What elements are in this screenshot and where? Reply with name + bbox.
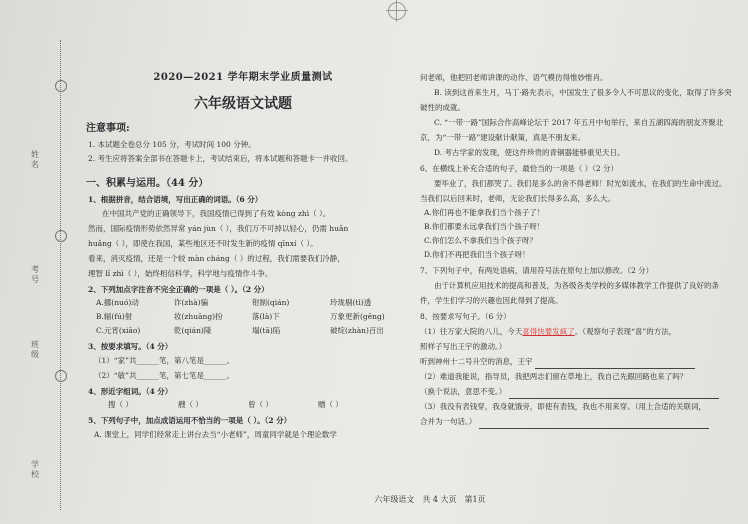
question-8-instruction-3 [420, 414, 732, 429]
notice-item: 1. 本试题全卷总分 105 分，考试时间 100 分钟。 [88, 140, 256, 149]
word-item: 赠（ ） [318, 400, 343, 409]
question-2-option-row [96, 310, 408, 324]
question-7-passage: 由于计算机应用技术的提高和普及，为各级各类学校的多媒体教学工作提供了良好的条件，学生们学习的兴趣也因此得到了提高。 [420, 281, 719, 305]
binding-line [60, 40, 61, 510]
question-5-option-b: B. 读到这首来生月，马丁·路先表示，中国发生了很多令人不可思议的变化，取得了许多突破性的成就。 [420, 88, 732, 112]
binding-label-class: 班级 [31, 340, 39, 359]
question-1-stem: 1、根据拼音，结合语境，写出正确的词语。（6 分） [88, 195, 263, 204]
question-3-line: （1）“家”共______笔，第八笔是______。 [94, 356, 234, 365]
word-item: 曾（ ） [248, 400, 273, 409]
question-2-stem: 2、下列加点字注音不完全正确的一项是（ ）。（2 分） [88, 285, 269, 294]
word-item: 搜（ ） [108, 400, 133, 409]
question-3-stem: 3、按要求填写。（4 分） [88, 342, 173, 351]
question-1-line: huǎng（ ），即使在我国，某些地区还不时发生新的疫情 qīnxí（ ）。 [88, 239, 318, 248]
question-3-line: （2）“敏”共______笔，第七笔是______。 [94, 371, 234, 380]
binding-label-exam-no: 考号 [31, 265, 39, 284]
exam-subtitle: 六年级语文试题 [194, 96, 292, 112]
option-text: 妆(zhuāng)扮 [174, 312, 223, 321]
question-6-option: D.你们不再把我们当个孩子呀！ [424, 250, 530, 259]
option-text: C.元宵(xiāo) [96, 326, 141, 335]
sentence-text: （1）往万家大院的八儿，今天 [420, 327, 523, 336]
question-8-sentence-3: （3）我没有表钱穿，我身就饿旁，即使有表钱，我也不用来穿。（用上合适的关联词， [420, 402, 707, 411]
question-1-line: 然而，国际疫情形势依然异常 yán jùn（ ），我们万不可掉以轻心，仍需 huǎn [88, 224, 349, 233]
notice-heading: 注意事项: [86, 123, 130, 134]
option-text: B.辐(fú)射 [96, 312, 133, 321]
question-8-instruction-2 [420, 384, 732, 399]
option-text: 钳制(qián) [252, 298, 290, 307]
question-5-option-c: C. “一带一路”国际合作高峰论坛于 2017 年五月中旬举行，来自五湖四海的朋友齐聚北京，为“一带一路”建设献计献策，真是不朋友来。 [420, 118, 724, 142]
word-item: 艘（ ） [178, 400, 203, 409]
option-text: 诈(zhà)骗 [174, 298, 209, 307]
prompt-text: （换个说法，意思不变。） [420, 387, 507, 396]
question-4-items [108, 398, 408, 412]
option-text: 乾(qián)隆 [174, 326, 212, 335]
question-1-line: 在中国共产党的正确领导下，我国疫情已得到了有效 kòng zhì（ ）。 [102, 209, 331, 218]
question-8-instruction: 照样子写出王宇的激动。） [420, 342, 507, 351]
question-5-continuation: 问老师，他把回老师讲课的动作、语气模仿得惟妙惟肖。 [420, 73, 608, 82]
option-text: 破绽(zhàn)百出 [330, 326, 384, 335]
question-6-stem: 6、在横线上补充合适的句子，最恰当的一项是（ ）（2 分） [420, 164, 619, 173]
question-2-option-row [96, 324, 408, 338]
registration-mark-icon [388, 2, 406, 20]
answer-blank[interactable] [479, 428, 709, 429]
page-footer: 六年级语文 共 4 大页 第1页 [374, 495, 486, 504]
question-8-prompt [420, 354, 732, 369]
option-text: 玲珑剔(tì)透 [330, 298, 372, 307]
binding-label-school: 学校 [31, 460, 39, 479]
option-text: A.挪(nuó)动 [96, 298, 139, 307]
prompt-text: 合并为一句话。） [420, 417, 477, 426]
question-5-stem: 5、下列句子中，加点成语运用不恰当的一项是（ ）。（2 分） [88, 416, 292, 425]
question-4-stem: 4、形近字组词。（4 分） [88, 387, 173, 396]
question-5-option-d: D. 考古学家的发现，使这件珍贵的青铜器能够重见天日。 [434, 148, 625, 157]
binding-margin [0, 0, 78, 524]
question-6-passage: 要毕业了，我们都哭了。我们是多么的舍不得老师！时光如流水，在我们的生命中流过。当我们以后回来时，老师，无论我们长得多么高，多么大。 [420, 179, 727, 203]
binding-hole-icon [55, 370, 67, 382]
binding-hole-icon [55, 230, 67, 242]
question-6-option: B.你们都要永远拿我们当个孩子呀！ [424, 222, 545, 231]
question-7-stem: 7、下列句子中，有两处语病，请用符号法在原句上加以修改。（2 分） [420, 266, 654, 275]
sentence-text: 。（观察句子表现“喜”的方法， [574, 327, 677, 336]
left-column [78, 68, 408, 442]
exam-title: 2020—2021 学年期末学业质量测试 [153, 72, 333, 83]
question-1-line: 看来，消灭疫情，还是一个较 màn cháng（ ）的过程，我们需要我们冷静， [88, 254, 345, 263]
question-8-stem: 8、按要求写句子。（6 分） [420, 312, 511, 321]
underlined-phrase: 喜得快要发疯了 [522, 327, 575, 336]
prompt-text: 听到神州十二号升空的消息，王宇 [420, 357, 533, 366]
option-text: 塌(tā)陷 [252, 326, 281, 335]
option-text: 万象更新(gēng) [330, 312, 385, 321]
question-8-sentence-2: （2）难道我能说，指导员，我把两志们留在草地上，我自己先跟回路也来了吗？ [420, 372, 688, 381]
notice-item: 2. 考生应将答案全部书在答题卡上，考试结束后，将本试题和答题卡一并收回。 [88, 154, 353, 163]
binding-hole-icon [55, 80, 67, 92]
question-6-option: A.你们再也不能拿我们当个孩子了！ [424, 208, 545, 217]
binding-label-name: 姓名 [31, 150, 39, 169]
question-2-option-row [96, 296, 408, 310]
question-6-option: C.你们怎么不拿我们当个孩子呀？ [424, 236, 537, 245]
option-text: 落(là)下 [252, 312, 280, 321]
right-column [420, 70, 732, 429]
question-8-sentence-1 [420, 324, 732, 339]
question-5-option-a: A. 课堂上，同学们经常走上讲台去当“小老师”，周童同学就是个理论数学 [94, 430, 337, 439]
section-title: 一、积累与运用。（44 分） [86, 178, 209, 189]
question-1-line: 理智 lǐ zhì（ ），始终相信科学，科学地与疫情作斗争。 [88, 269, 273, 278]
